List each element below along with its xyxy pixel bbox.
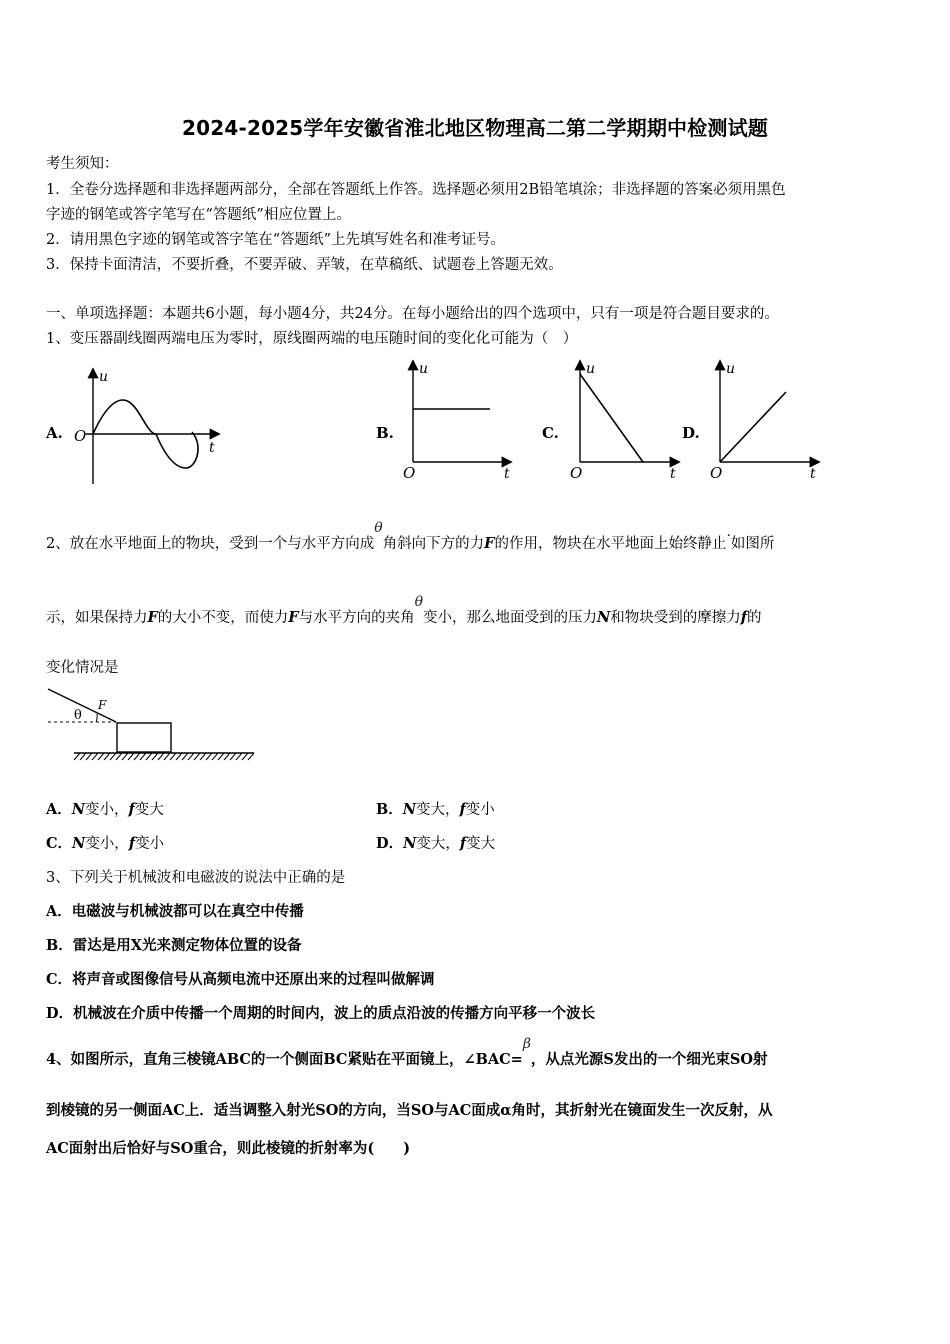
origin-label: O — [710, 464, 723, 481]
friction-symbol: f — [740, 609, 748, 626]
dot-symbol: · — [726, 528, 731, 544]
q2-stem-line-2 — [46, 594, 762, 627]
ground-hatching — [74, 753, 254, 760]
origin-label: O — [74, 427, 87, 445]
option-label: C． — [46, 835, 73, 852]
axis-t-label: t — [209, 440, 215, 456]
q2-option-d[interactable] — [376, 832, 495, 853]
theta-symbol: θ — [414, 594, 424, 610]
page-title: 2024-2025学年安徽省淮北地区物理高二第二学期期中检测试题 — [181, 116, 769, 140]
axis-u-label: u — [419, 361, 429, 377]
option-text: 变大， — [416, 802, 460, 818]
axis-t-label: t — [670, 466, 676, 481]
notice-item-1b: 字迹的钢笔或答字笔写在“答题纸”相应位置上。 — [46, 207, 351, 223]
axis-u-label: u — [586, 361, 596, 377]
origin-label: O — [403, 464, 416, 481]
theta-symbol: θ — [374, 520, 383, 536]
increasing-line — [720, 392, 786, 462]
q3-option-b[interactable]: B．雷达是用X光来测定物体位置的设备 — [46, 937, 302, 954]
option-text: 变小， — [85, 802, 129, 818]
q3-option-a[interactable]: A．电磁波与机械波都可以在真空中传播 — [46, 903, 304, 920]
force-label: F — [98, 698, 107, 712]
friction-symbol: f — [459, 801, 466, 818]
q2-text: 角斜向下方的力 — [382, 536, 485, 552]
decreasing-line — [580, 374, 643, 462]
q2-text: 2、放在水平地面上的物块，受到一个与水平方向成 — [46, 536, 375, 552]
q1-graph-b — [398, 356, 518, 481]
q3-stem: 3、下列关于机械波和电磁波的说法中正确的是 — [46, 870, 346, 886]
q2-text: 如图所 — [730, 536, 775, 552]
option-text: 变小 — [465, 802, 495, 818]
q1-stem: 1、变压器副线圈两端电压为零时，原线圈两端的电压随时间的变化化可能为（ ） — [46, 331, 578, 347]
option-text: 变大 — [134, 802, 164, 818]
q1-graph-d — [706, 356, 826, 481]
q2-text: 示，如果保持力 — [46, 610, 148, 626]
q4-stem-line-2: 到棱镜的另一侧面AC上．适当调整入射光SO的方向，当SO与AC面成α角时，其折射光在镜面发生一次反射，从 — [46, 1102, 773, 1119]
normal-force-symbol: N — [402, 801, 417, 818]
block — [117, 723, 171, 752]
force-symbol: F — [147, 609, 158, 626]
q2-text: 的作用，物块在水平地面上始终静止 — [494, 536, 727, 552]
q1-option-d-label: D. — [682, 424, 700, 442]
q1-graph-a — [66, 362, 226, 487]
option-label: D． — [376, 835, 404, 852]
q3-option-c[interactable]: C．将声音或图像信号从高频电流中还原出来的过程叫做解调 — [46, 971, 435, 988]
force-symbol: F — [288, 609, 299, 626]
normal-force-symbol: N — [403, 835, 417, 852]
normal-force-symbol: N — [597, 609, 611, 626]
angle-arc — [96, 714, 97, 722]
option-text: 变大 — [466, 836, 496, 852]
q4-stem-line-3: AC面射出后恰好与SO重合，则此棱镜的折射率为( ) — [46, 1140, 411, 1157]
q4-stem-line-1 — [46, 1036, 768, 1069]
section-heading: 一、单项选择题：本题共6小题，每小题4分，共24分。在每小题给出的四个选项中，只有一项是符合题目要求的。 — [46, 306, 779, 322]
option-label: B． — [376, 801, 403, 818]
normal-force-symbol: N — [71, 801, 86, 818]
notice-item-2: 2．请用黑色字迹的钢笔或答字笔在“答题纸”上先填写姓名和准考证号。 — [46, 232, 506, 248]
notice-item-1a: 1．全卷分选择题和非选择题两部分，全部在答题纸上作答。选择题必须用2B铅笔填涂；非选择题的答案必须用黑色 — [46, 182, 786, 198]
friction-symbol: f — [128, 801, 135, 818]
q2-text: 与水平方向的夹角 — [298, 610, 415, 626]
theta-label: θ — [74, 708, 82, 723]
option-text: 变小 — [135, 836, 165, 852]
option-label: A． — [46, 801, 72, 818]
q1-option-c-label: C. — [542, 424, 559, 442]
axis-u-label: u — [726, 361, 736, 377]
q2-stem-line-3: 变化情况是 — [46, 660, 119, 676]
normal-force-symbol: N — [72, 835, 86, 852]
q2-option-a[interactable] — [46, 798, 164, 819]
q3-option-d[interactable]: D．机械波在介质中传播一个周期的时间内，波上的质点沿波的传播方向平移一个波长 — [46, 1005, 596, 1022]
friction-symbol: f — [459, 835, 467, 852]
q1-option-a-label: A. — [46, 424, 63, 442]
friction-symbol: f — [128, 835, 136, 852]
q2-text: 和物块受到的摩擦力 — [610, 610, 741, 626]
notice-item-3: 3．保持卡面清洁，不要折叠，不要弄破、弄皱，在草稿纸、试题卷上答题无效。 — [46, 257, 563, 273]
q2-option-b[interactable] — [376, 798, 495, 819]
force-symbol: F — [484, 535, 495, 552]
beta-symbol: β — [522, 1036, 531, 1052]
q1-graph-c — [566, 356, 686, 481]
axis-u-label: u — [99, 369, 109, 385]
notice-heading: 考生须知： — [46, 156, 119, 172]
q2-option-c[interactable] — [46, 832, 164, 853]
q2-stem-line-1 — [46, 520, 775, 553]
q4-text: 4、如图所示，直角三棱镜ABC的一个侧面BC紧贴在平面镜上，∠BAC= — [46, 1051, 523, 1068]
q2-block-figure — [44, 686, 259, 766]
axis-t-label: t — [504, 466, 510, 481]
option-text: 变大， — [416, 836, 460, 852]
q2-text: 的 — [747, 610, 762, 626]
q2-text: 变小，那么地面受到的压力 — [423, 610, 598, 626]
origin-label: O — [570, 464, 583, 481]
option-text: 变小， — [85, 836, 129, 852]
axis-t-label: t — [810, 466, 816, 481]
q1-option-b-label: B. — [376, 424, 394, 442]
q4-text: ，从点光源S发出的一个细光束SO射 — [530, 1051, 768, 1068]
q2-text: 的大小不变，而使力 — [157, 610, 289, 626]
